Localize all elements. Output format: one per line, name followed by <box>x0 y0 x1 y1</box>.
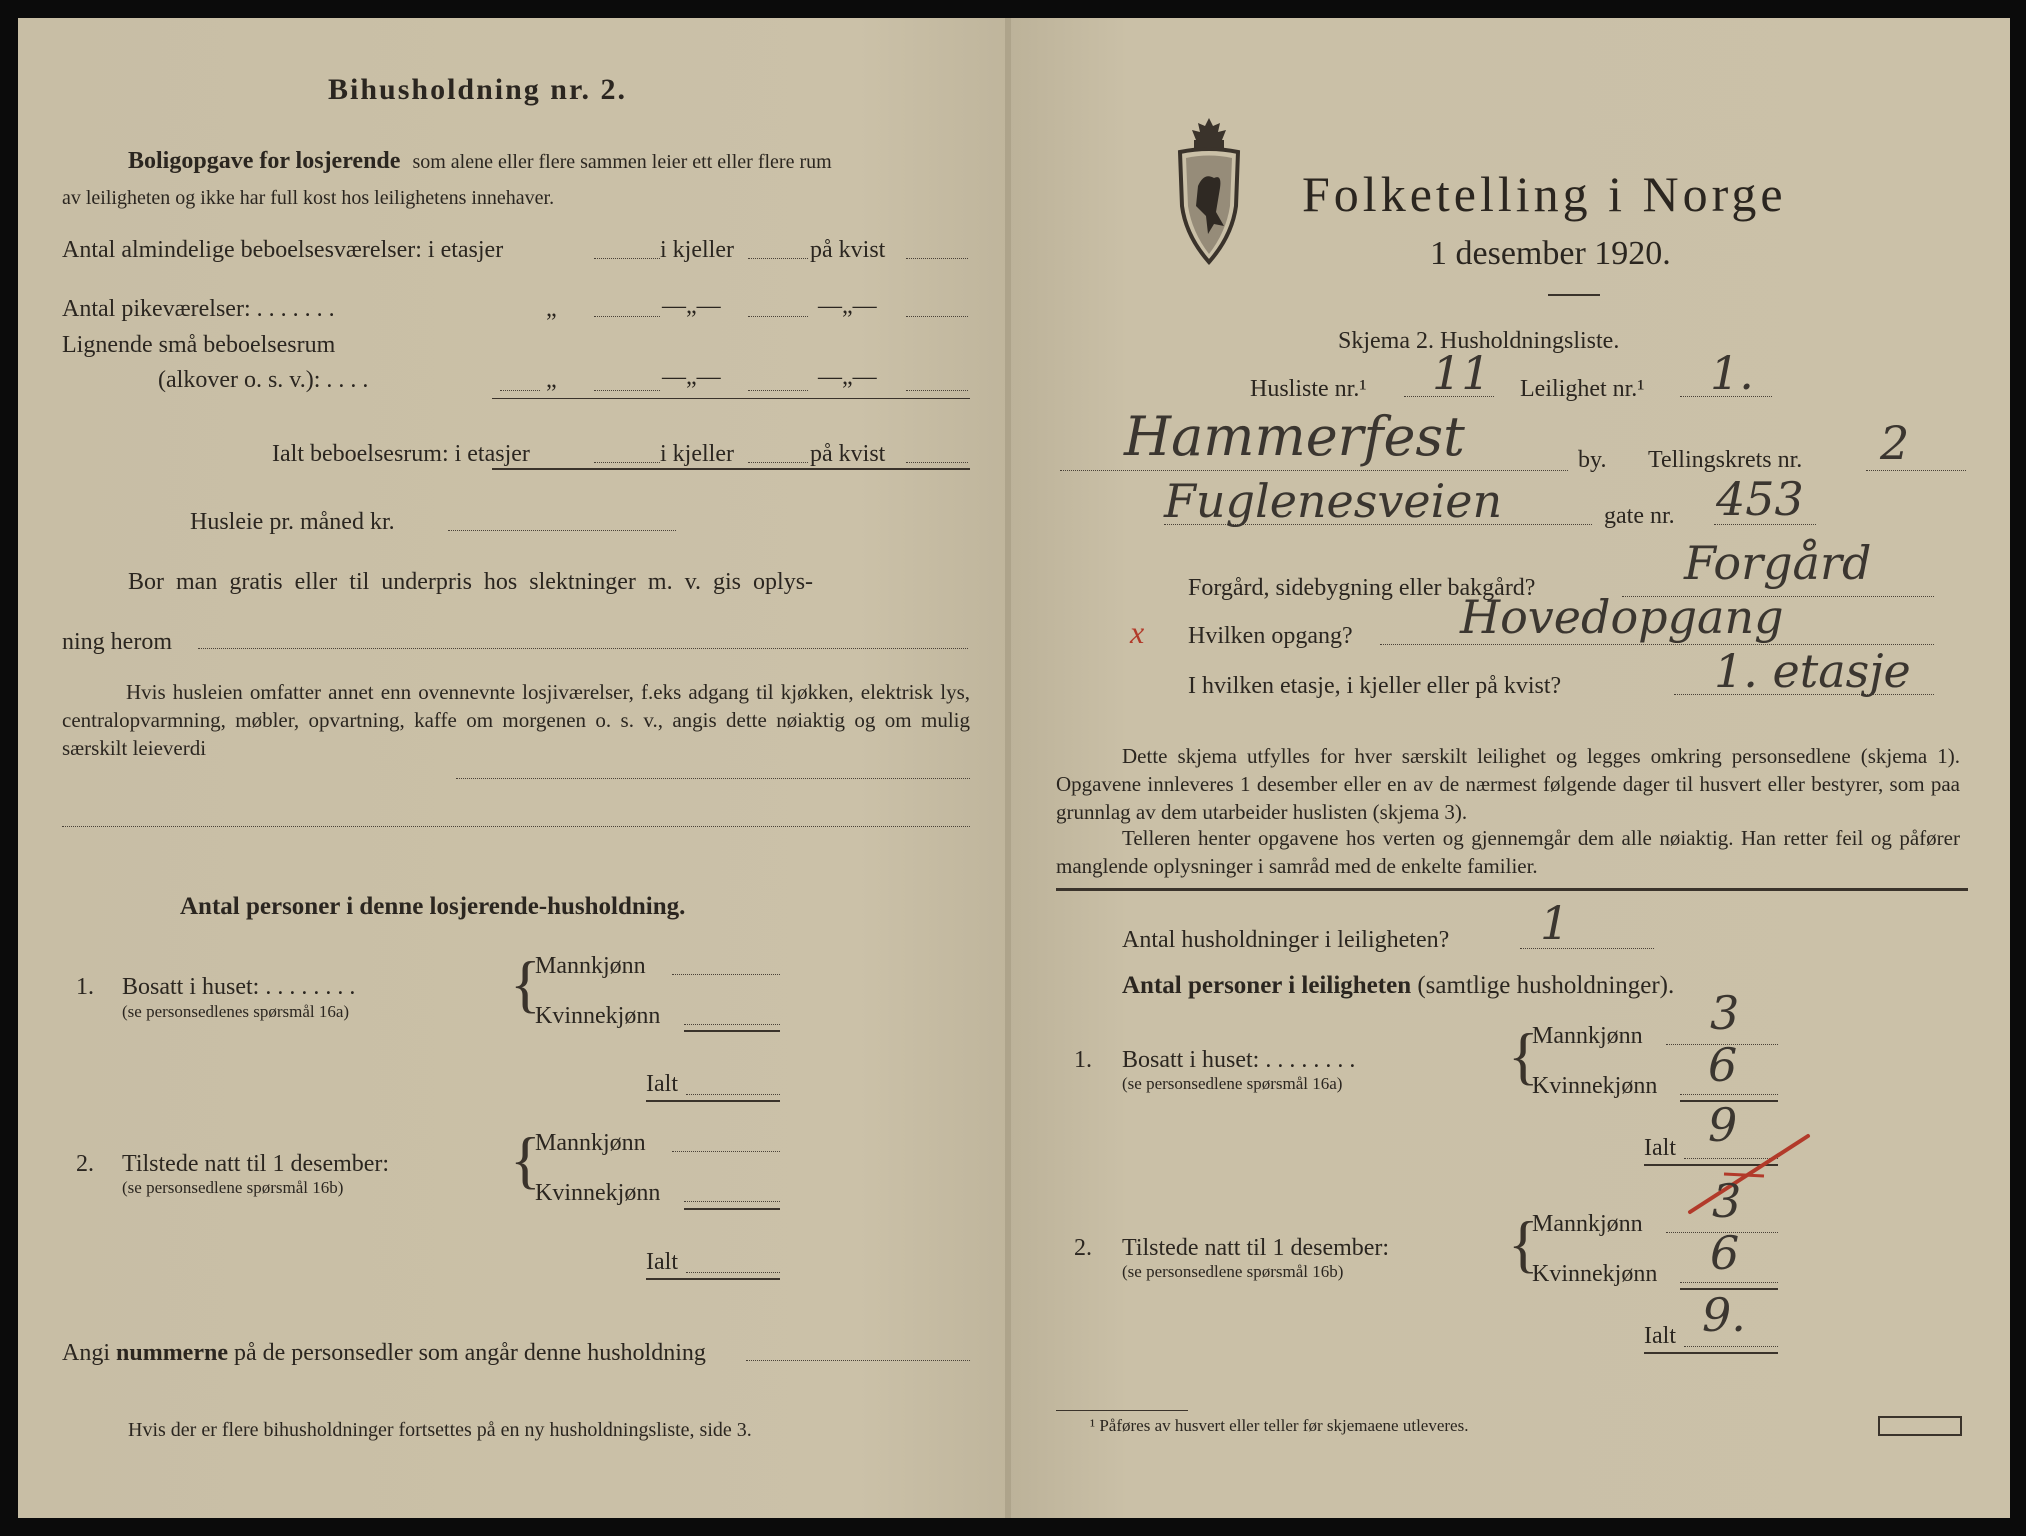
lignende-line-2: (alkover o. s. v.): . . . . <box>158 367 369 393</box>
left-q1-label: Bosatt i huset: . . . . . . . . <box>122 974 356 1000</box>
right-q2-brace: { <box>1508 1208 1539 1279</box>
instructions-1: Dette skjema utfylles for hver særskilt leilighet og legges omkring personsedlene (skjema 1). Opgavene innleveres 1 desember eller en av de nærmest følgende dager til husvert eller bestyrer, som paa grunnlag av dem utarbeider huslisten (skjema 3). <box>1056 744 1960 824</box>
rooms-etasjer-field[interactable] <box>594 258 660 259</box>
right-q1-kvinne-field[interactable] <box>1680 1094 1778 1095</box>
pike-kvist-field[interactable] <box>906 316 968 317</box>
left-q2-ialt-rule <box>646 1278 780 1280</box>
gate-label: gate nr. <box>1604 503 1675 529</box>
printer-stamp <box>1878 1416 1962 1436</box>
left-q2-mann-label: Mannkjønn <box>535 1130 646 1156</box>
ialt-rule <box>492 468 970 470</box>
left-persons-heading: Antal personer i denne losjerende-husholdning. <box>180 893 686 920</box>
leilighet-label: Leilighet nr.¹ <box>1520 376 1645 402</box>
lignende-etasjer-field[interactable] <box>594 390 660 391</box>
census-title: Folketelling i Norge <box>1302 166 1787 222</box>
bor-field[interactable] <box>198 648 968 649</box>
norwegian-coat-of-arms-icon <box>1174 116 1244 266</box>
instructions-2: Telleren henter opgavene hos verten og gjennemgår dem alle nøiaktig. Han retter feil og påfører manglende oplysninger i samråd med de enkelte familier. <box>1056 826 1960 878</box>
left-q1-num: 1. <box>76 974 94 1000</box>
lignende-kjeller-field[interactable] <box>748 390 808 391</box>
left-q1-ialt-rule <box>646 1100 780 1102</box>
husliste-value: 11 <box>1432 346 1491 400</box>
census-date: 1 desember 1920. <box>1430 235 1671 272</box>
pike-kjeller-field[interactable] <box>748 316 808 317</box>
hvis-field[interactable] <box>456 778 970 779</box>
pike-ditto-1: „ <box>546 296 557 322</box>
pike-ditto-2: —„— <box>662 293 721 319</box>
gate-value: Fuglenesveien <box>1164 474 1503 528</box>
right-q1-brace: { <box>1508 1020 1539 1091</box>
rooms-kvist-label: på kvist <box>810 237 886 263</box>
husliste-label: Husliste nr.¹ <box>1250 376 1367 402</box>
right-q2-label: Tilstede natt til 1 desember: <box>1122 1235 1390 1261</box>
left-q2-kvinne-label: Kvinnekjønn <box>535 1180 661 1206</box>
forgard-value: Forgård <box>1684 536 1872 590</box>
opgang-label: Hvilken opgang? <box>1188 623 1353 649</box>
antal-hush-value: 1 <box>1540 896 1570 950</box>
forgard-label: Forgård, sidebygning eller bakgård? <box>1188 575 1536 601</box>
left-q2-num: 2. <box>76 1151 94 1177</box>
lignende-line-1: Lignende små beboelsesrum <box>62 332 336 358</box>
right-q2-kvinne-value: 6 <box>1710 1226 1740 1280</box>
right-q2-ialt-label: Ialt <box>1644 1323 1676 1349</box>
right-q1-num: 1. <box>1074 1047 1092 1073</box>
left-q1-mann-label: Mannkjønn <box>535 953 646 979</box>
right-q2-mann-label: Mannkjønn <box>1532 1211 1643 1237</box>
right-q1-sub: (se personsedlene spørsmål 16a) <box>1122 1074 1343 1093</box>
etasje-label: I hvilken etasje, i kjeller eller på kvist? <box>1188 673 1562 699</box>
hvis-paragraph: Hvis husleien omfatter annet enn ovennevnte losjiværelser, f.eks adgang til kjøkken, elektrisk lys, centralopvarmning, møbler, opvartning, kaffe om morgenen o. s. v., angis dette nøiaktig og om mulig særskilt leieverdi <box>62 680 970 760</box>
lignende-ditto-3: —„— <box>818 364 877 390</box>
left-q1-brace: { <box>510 948 541 1019</box>
left-q1-kvinne-field[interactable] <box>684 1024 780 1025</box>
page-fold <box>1005 18 1011 1518</box>
opgang-value: Hovedopgang <box>1460 590 1784 644</box>
ialt-rooms-label: Ialt beboelsesrum: i etasjer <box>272 441 530 467</box>
left-q1-sub: (se personsedlenes spørsmål 16a) <box>122 1002 350 1021</box>
left-q2-sub: (se personsedlene spørsmål 16b) <box>122 1178 344 1197</box>
angi-field[interactable] <box>746 1360 970 1361</box>
left-q2-ialt-field[interactable] <box>686 1272 780 1273</box>
ialt-etasjer-field[interactable] <box>594 462 660 463</box>
intro-line-1: Boligopgave for losjerende som alene eller flere sammen leier ett eller flere rum <box>128 148 832 174</box>
husleie-field[interactable] <box>448 530 676 531</box>
left-q1-rule <box>684 1030 780 1032</box>
right-q2-sub: (se personsedlene spørsmål 16b) <box>1122 1262 1344 1281</box>
rooms-kvist-field[interactable] <box>906 258 968 259</box>
left-q1-mann-field[interactable] <box>672 974 780 975</box>
right-q2-mann-value: 3 <box>1712 1174 1742 1228</box>
krets-label: Tellingskrets nr. <box>1648 447 1803 473</box>
opgang-mark: x <box>1130 614 1145 650</box>
skjema-label: Skjema 2. Husholdningsliste. <box>1338 328 1620 354</box>
right-q2-ialt-value: 9. <box>1702 1288 1746 1342</box>
footnote-rule <box>1056 1410 1188 1411</box>
right-q2-ialt-rule <box>1644 1352 1778 1354</box>
title-rule <box>1548 294 1600 296</box>
angi-line: Angi nummerne på de personsedler som angår denne husholdning <box>62 1340 706 1366</box>
right-q2-ialt-field[interactable] <box>1684 1346 1778 1347</box>
right-q1-kvinne-label: Kvinnekjønn <box>1532 1073 1658 1099</box>
right-q1-mann-value: 3 <box>1710 986 1740 1040</box>
rooms-label: Antal almindelige beboelsesværelser: i etasjer <box>62 237 504 263</box>
bor-line-1: Bor man gratis eller til underpris hos slektninger m. v. gis oplys- <box>128 569 814 595</box>
right-q1-label: Bosatt i huset: . . . . . . . . <box>1122 1047 1356 1073</box>
right-q2-kvinne-field[interactable] <box>1680 1282 1778 1283</box>
pike-label: Antal pikeværelser: . . . . . . . <box>62 296 335 322</box>
leilighet-value: 1. <box>1710 346 1754 400</box>
instructions-rule <box>1056 888 1968 891</box>
left-q1-ialt-label: Ialt <box>646 1071 678 1097</box>
left-title: Bihusholdning nr. 2. <box>328 73 628 106</box>
rooms-kjeller-label: i kjeller <box>660 237 734 263</box>
etasje-value: 1. etasje <box>1714 644 1911 698</box>
right-q2-num: 2. <box>1074 1235 1092 1261</box>
ialt-kjeller-label: i kjeller <box>660 441 734 467</box>
footnote: ¹ Påføres av husvert eller teller før skjemaene utleveres. <box>1090 1416 1469 1435</box>
left-q2-label: Tilstede natt til 1 desember: <box>122 1151 390 1177</box>
ialt-kjeller-field[interactable] <box>748 462 808 463</box>
left-q2-rule <box>684 1208 780 1210</box>
gate-nr-value: 453 <box>1716 472 1804 526</box>
lignende-ditto-2: —„— <box>662 364 721 390</box>
husleie-label: Husleie pr. måned kr. <box>190 509 395 535</box>
hvis-field-2[interactable] <box>62 826 970 827</box>
left-footer: Hvis der er flere bihusholdninger fortsettes på en ny husholdningsliste, side 3. <box>128 1419 752 1441</box>
left-q2-kvinne-field[interactable] <box>684 1201 780 1202</box>
pike-etasjer-field[interactable] <box>594 316 660 317</box>
right-q1-mann-label: Mannkjønn <box>1532 1023 1643 1049</box>
krets-value: 2 <box>1880 416 1910 470</box>
krets-field[interactable] <box>1866 470 1966 471</box>
left-q1-ialt-field[interactable] <box>686 1094 780 1095</box>
right-q1-kvinne-value: 6 <box>1708 1038 1738 1092</box>
left-q1-kvinne-label: Kvinnekjønn <box>535 1003 661 1029</box>
rooms-kjeller-field[interactable] <box>748 258 808 259</box>
by-label: by. <box>1578 447 1607 473</box>
by-field[interactable] <box>1060 470 1568 471</box>
pike-ditto-3: —„— <box>818 293 877 319</box>
bor-line-2: ning herom <box>62 629 172 655</box>
right-q1-ialt-label: Ialt <box>1644 1135 1676 1161</box>
red-strike-mark <box>1684 1132 1814 1218</box>
sum-rule <box>492 398 970 399</box>
left-q2-ialt-label: Ialt <box>646 1249 678 1275</box>
lignende-ditto-1: „ <box>546 367 557 393</box>
right-q2-kvinne-label: Kvinnekjønn <box>1532 1261 1658 1287</box>
right-persons-heading: Antal personer i leiligheten (samtlige husholdninger). <box>1122 972 1675 999</box>
intro-line-2: av leiligheten og ikke har full kost hos leilighetens innehaver. <box>62 187 555 209</box>
lignende-kvist-field[interactable] <box>906 390 968 391</box>
ialt-kvist-label: på kvist <box>810 441 886 467</box>
right-q1-ialt-value: 9 <box>1708 1098 1738 1152</box>
left-q2-mann-field[interactable] <box>672 1151 780 1152</box>
lignende-pre-field[interactable] <box>500 390 540 391</box>
ialt-kvist-field[interactable] <box>906 462 968 463</box>
left-q2-brace: { <box>510 1124 541 1195</box>
antal-hush-label: Antal husholdninger i leiligheten? <box>1122 927 1450 953</box>
by-value: Hammerfest <box>1124 405 1465 468</box>
